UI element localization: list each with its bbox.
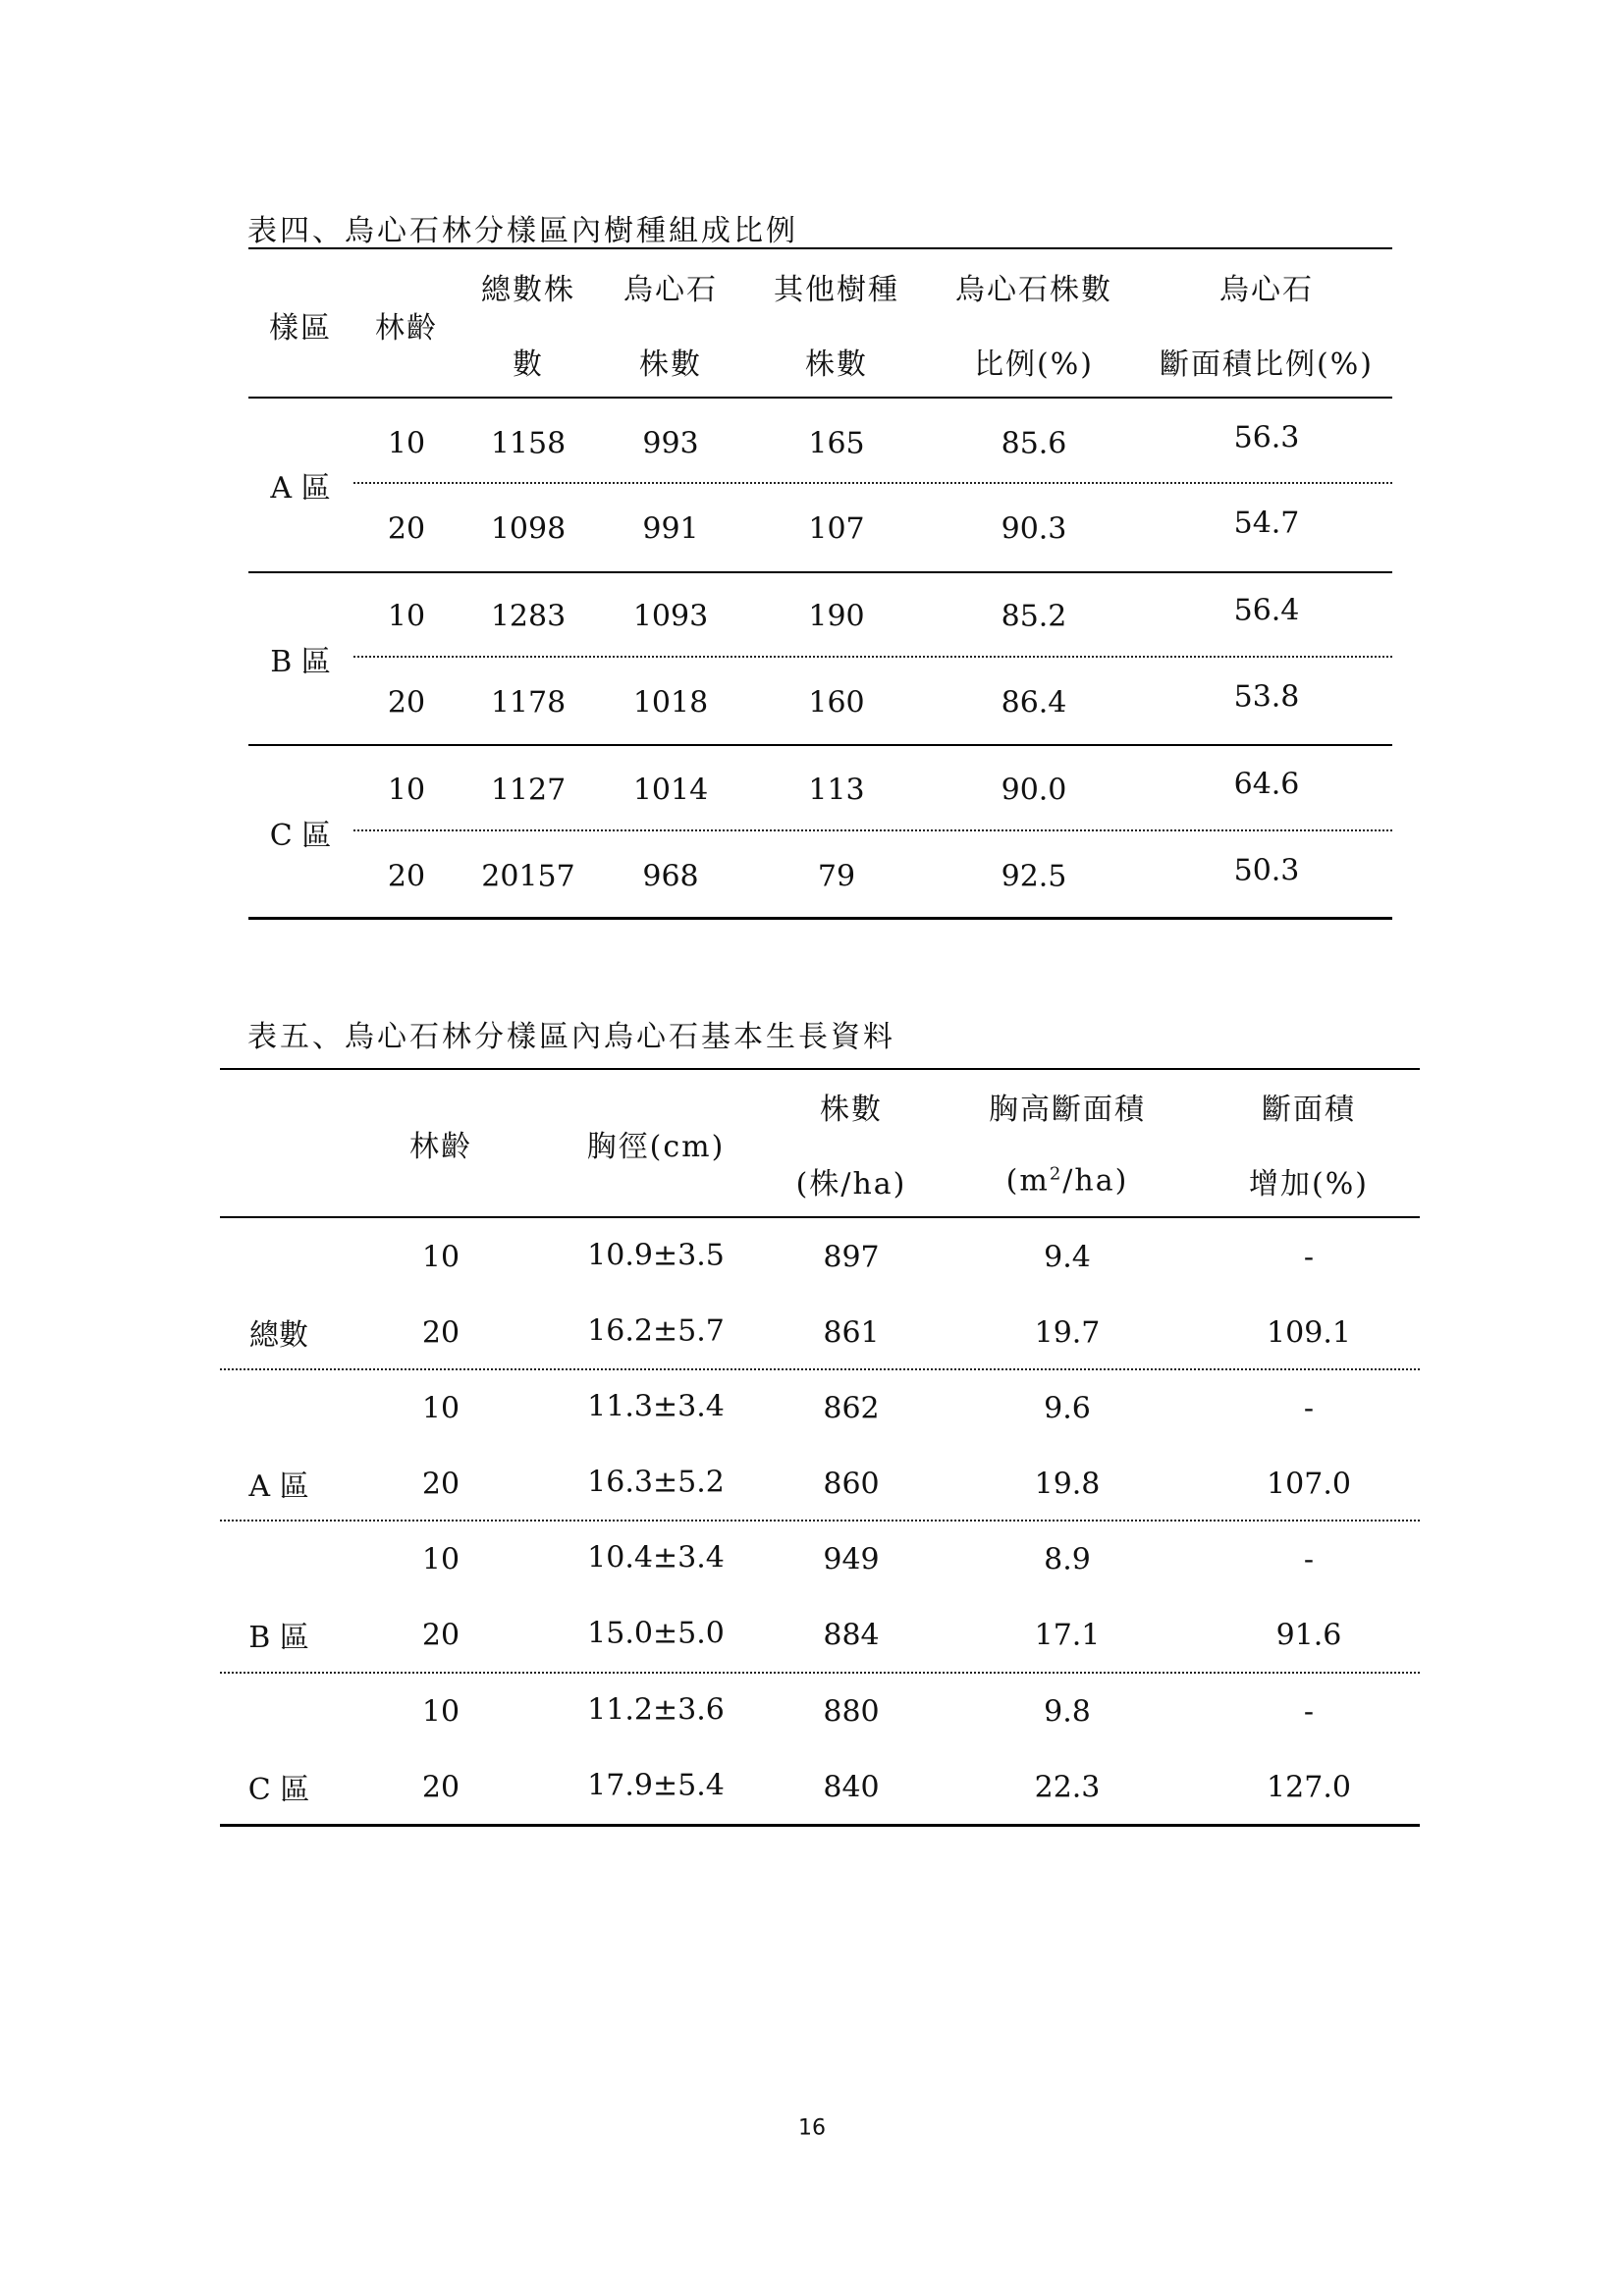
table4-cell-age: 10 xyxy=(387,426,426,461)
table5-cell-age: 10 xyxy=(421,1542,460,1577)
table5-cell-increase: 109.1 xyxy=(1267,1315,1351,1351)
table5-cell-increase: 107.0 xyxy=(1267,1467,1351,1502)
table5-cell-increase: 127.0 xyxy=(1267,1770,1351,1805)
table5-header-increase-line2: 增加(%) xyxy=(1249,1167,1369,1201)
table4-group-rule xyxy=(248,571,1392,573)
table4-cell-wxs: 968 xyxy=(642,859,699,894)
table4-cell-other: 160 xyxy=(808,685,865,721)
table5-header-rule xyxy=(220,1216,1420,1218)
table5-cell-age: 20 xyxy=(421,1467,460,1502)
table4-header-total-line2: 數 xyxy=(513,347,544,382)
table5-cell-dbh: 16.3±5.2 xyxy=(587,1465,725,1500)
table5-cell-dbh: 10.9±3.5 xyxy=(587,1238,725,1273)
table5-cell-increase: - xyxy=(1303,1694,1315,1730)
table4-cell-total: 1127 xyxy=(490,773,567,808)
table5-header-ba-line2 xyxy=(1006,1164,1129,1199)
table5-cell-age: 20 xyxy=(421,1315,460,1351)
table5-cell-density: 862 xyxy=(823,1391,880,1426)
table4-cell-other: 190 xyxy=(808,599,865,634)
table4-header-ba-line1: 烏心石 xyxy=(1219,273,1314,307)
table5-cell-age: 10 xyxy=(421,1391,460,1426)
table4-cell-other: 107 xyxy=(808,511,865,547)
table5-header-increase-line1: 斷面積 xyxy=(1262,1093,1356,1127)
table4-cell-ratio: 85.6 xyxy=(1001,426,1067,461)
table5-cell-increase: 91.6 xyxy=(1275,1618,1342,1653)
table4-header-ba-line2: 斷面積比例(%) xyxy=(1160,347,1374,382)
table4-cell-total: 1283 xyxy=(490,599,567,634)
table5-cell-increase: - xyxy=(1303,1391,1315,1426)
table4-plot-label: B 區 xyxy=(270,645,331,679)
table5-cell-dbh: 10.4±3.4 xyxy=(587,1540,725,1575)
table5-group-label: A 區 xyxy=(248,1469,309,1504)
table5-cell-increase: - xyxy=(1303,1542,1315,1577)
table4-cell-ba: 54.7 xyxy=(1233,506,1300,541)
table5-cell-ba: 22.3 xyxy=(1034,1770,1101,1805)
table4-cell-ba: 53.8 xyxy=(1233,679,1300,715)
table4-header-wxs-line2: 株數 xyxy=(639,347,702,382)
table4-group-rule xyxy=(248,744,1392,746)
table4-header-age: 林齡 xyxy=(375,311,438,346)
table4-cell-total: 1158 xyxy=(490,426,567,461)
table4-header-total-line1: 總數株 xyxy=(481,273,575,307)
table4-cell-age: 20 xyxy=(387,859,426,894)
page-number: 16 xyxy=(798,2115,826,2141)
table4-bottom-rule xyxy=(248,917,1392,920)
table4-cell-total: 1178 xyxy=(490,685,567,721)
table4-header-other-line2: 株數 xyxy=(805,347,868,382)
table4-header-rule xyxy=(248,397,1392,399)
table5-group-divider xyxy=(220,1672,1420,1674)
table5-cell-density: 840 xyxy=(823,1770,880,1805)
table4-cell-total: 1098 xyxy=(490,511,567,547)
table5-cell-age: 20 xyxy=(421,1618,460,1653)
table5-cell-density: 897 xyxy=(823,1240,880,1275)
table4-cell-ba: 64.6 xyxy=(1233,767,1300,802)
table4-top-rule xyxy=(248,247,1392,249)
table5-cell-density: 949 xyxy=(823,1542,880,1577)
table5-header-ba-line1: 胸高斷面積 xyxy=(989,1093,1146,1127)
table4-cell-ba: 56.3 xyxy=(1233,420,1300,455)
table4-plot-label: A 區 xyxy=(270,471,331,506)
table4-cell-wxs: 1093 xyxy=(632,599,709,634)
table4-cell-age: 10 xyxy=(387,599,426,634)
table5-header-ba-unit-sup: 2 xyxy=(1049,1163,1063,1185)
table5-header-ba-unit-b: /ha) xyxy=(1062,1163,1129,1199)
table4-cell-wxs: 1018 xyxy=(632,685,709,721)
table4-row-divider xyxy=(353,482,1392,484)
table5-cell-density: 884 xyxy=(823,1618,880,1653)
table4-cell-ratio: 92.5 xyxy=(1001,859,1067,894)
table4-cell-ba: 56.4 xyxy=(1233,593,1300,628)
table4-cell-age: 20 xyxy=(387,511,426,547)
table5-top-rule xyxy=(220,1068,1420,1070)
table5-header-ba-unit-a: (m xyxy=(1005,1163,1050,1199)
table5-header-density-line2: (株/ha) xyxy=(795,1167,907,1201)
table5-cell-dbh: 16.2±5.7 xyxy=(587,1313,725,1349)
table4-cell-other: 165 xyxy=(808,426,865,461)
table5-cell-ba: 9.8 xyxy=(1044,1694,1091,1730)
table4-cell-total: 20157 xyxy=(481,859,575,894)
table5-cell-dbh: 11.2±3.6 xyxy=(587,1692,725,1728)
table4-cell-ratio: 86.4 xyxy=(1001,685,1067,721)
table5-cell-density: 880 xyxy=(823,1694,880,1730)
table5-cell-density: 860 xyxy=(823,1467,880,1502)
table5-header-age: 林齡 xyxy=(409,1130,472,1164)
table5-group-divider xyxy=(220,1368,1420,1370)
table4-header-ratio-line2: 比例(%) xyxy=(974,347,1094,382)
table5-caption: 表五、烏心石林分樣區內烏心石基本生長資料 xyxy=(247,1020,895,1054)
table5-bottom-rule xyxy=(220,1824,1420,1827)
table5-header-dbh: 胸徑(cm) xyxy=(586,1130,726,1164)
table4-row-divider xyxy=(353,829,1392,831)
table5-cell-ba: 19.7 xyxy=(1034,1315,1101,1351)
table5-cell-dbh: 15.0±5.0 xyxy=(587,1616,725,1651)
table5-group-label: C 區 xyxy=(247,1773,310,1807)
table4-cell-age: 10 xyxy=(387,773,426,808)
table5-cell-ba: 17.1 xyxy=(1034,1618,1101,1653)
table4-header-other-line1: 其他樹種 xyxy=(774,273,899,307)
table4-cell-age: 20 xyxy=(387,685,426,721)
table4-header-plot: 樣區 xyxy=(269,311,332,346)
table5-cell-ba: 8.9 xyxy=(1044,1542,1091,1577)
table5-cell-ba: 9.6 xyxy=(1044,1391,1091,1426)
table5-cell-age: 20 xyxy=(421,1770,460,1805)
table4-plot-label: C 區 xyxy=(269,819,332,853)
table5-group-divider xyxy=(220,1520,1420,1522)
table4-cell-ratio: 85.2 xyxy=(1001,599,1067,634)
table4-cell-other: 79 xyxy=(817,859,856,894)
table4-cell-wxs: 991 xyxy=(642,511,699,547)
table5-group-label: B 區 xyxy=(248,1621,309,1655)
table5-cell-dbh: 17.9±5.4 xyxy=(587,1768,725,1803)
table5-cell-age: 10 xyxy=(421,1694,460,1730)
table4-header-ratio-line1: 烏心石株數 xyxy=(955,273,1112,307)
table5-group-label: 總數 xyxy=(249,1318,308,1353)
table4-cell-other: 113 xyxy=(808,773,865,808)
table5-header-density-line1: 株數 xyxy=(820,1093,883,1127)
table4-header-wxs-line1: 烏心石 xyxy=(623,273,718,307)
table4-cell-ba: 50.3 xyxy=(1233,853,1300,888)
table4-cell-ratio: 90.3 xyxy=(1001,511,1067,547)
table4-caption: 表四、烏心石林分樣區內樹種組成比例 xyxy=(247,214,798,248)
table5-cell-density: 861 xyxy=(823,1315,880,1351)
table4-cell-wxs: 993 xyxy=(642,426,699,461)
table5-cell-ba: 19.8 xyxy=(1034,1467,1101,1502)
table5-cell-ba: 9.4 xyxy=(1044,1240,1091,1275)
table5-cell-increase: - xyxy=(1303,1240,1315,1275)
table5-cell-age: 10 xyxy=(421,1240,460,1275)
table4-cell-ratio: 90.0 xyxy=(1001,773,1067,808)
table5-cell-dbh: 11.3±3.4 xyxy=(587,1389,725,1424)
table4-cell-wxs: 1014 xyxy=(632,773,709,808)
table4-row-divider xyxy=(353,656,1392,658)
